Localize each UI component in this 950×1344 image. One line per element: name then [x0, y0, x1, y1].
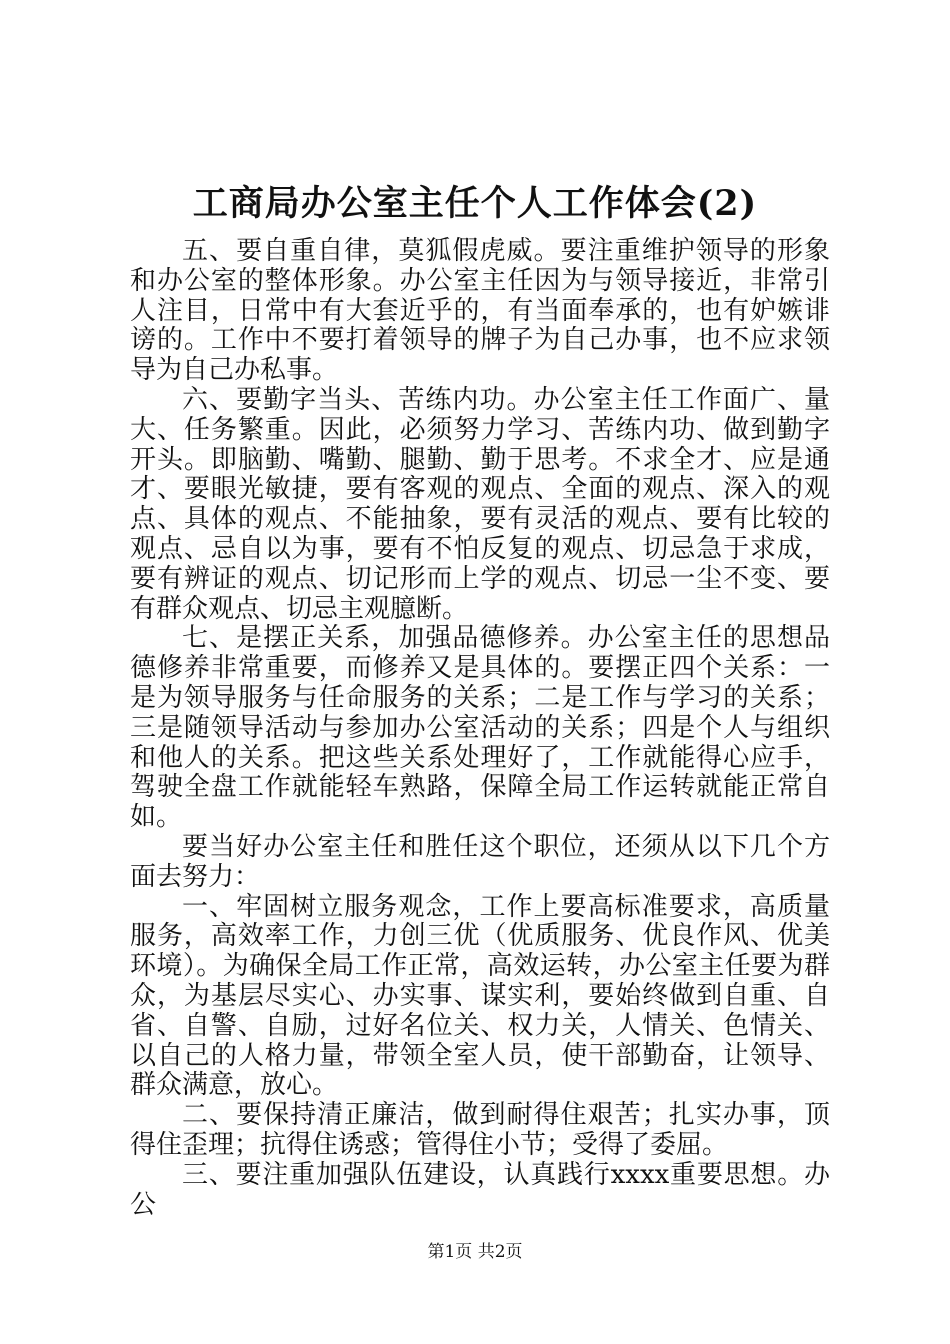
document-body: [130, 237, 830, 1220]
paragraph-5: 五、要自重自律，莫狐假虎威。要注重维护领导的形象和办公室的整体形象。办公室主任因为与领导接近，非常引人注目，日常中有大套近乎的，有当面奉承的，也有妒嫉诽谤的。工作中不要打着领导的牌子为自己办事，也不应求领导为自己办私事。: [130, 236, 830, 386]
paragraph-6: 六、要勤字当头、苦练内功。办公室主任工作面广、量大、任务繁重。因此，必须努力学习、苦练内功、做到勤字开头。即脑勤、嘴勤、腿勤、勤于思考。不求全才、应是通才、要眼光敏捷，要有客观的观点、全面的观点、深入的观点、具体的观点、不能抽象，要有灵活的观点、要有比较的观点、忌自以为事，要有不怕反复的观点、切忌急于求成，要有辨证的观点、切记形而上学的观点、切忌一尘不变、要有群众观点、切忌主观臆断。: [130, 384, 830, 624]
paragraph-2: 二、要保持清正廉洁，做到耐得住艰苦；扎实办事，顶得住歪理；抗得住诱惑；管得住小节；受得了委屈。: [130, 1100, 830, 1160]
page-number-footer: 第1页 共2页: [427, 1242, 523, 1262]
paragraph-3: 三、要注重加强队伍建设，认真践行xxxx重要思想。办公: [130, 1159, 830, 1220]
paragraph-1: 一、牢固树立服务观念，工作上要高标准要求，高质量服务，高效率工作，力创三优（优质服务、优良作风、优美环境）。为确保全局工作正常，高效运转，办公室主任要为群众，为基层尽实心、办实事、谋实利，要始终做到自重、自省、自警、自励，过好名位关、权力关，人情关、色情关、以自己的人格力量，带领全室人员，使干部勤奋，让领导、群众满意，放心。: [130, 891, 830, 1101]
paragraph-7: 七、是摆正关系，加强品德修养。办公室主任的思想品德修养非常重要，而修养又是具体的。要摆正四个关系：一是为领导服务与任命服务的关系；二是工作与学习的关系；三是随领导活动与参加办公室活动的关系；四是个人与组织和他人的关系。把这些关系处理好了，工作就能得心应手，驾驶全盘工作就能轻车熟路，保障全局工作运转就能正常自如。: [130, 623, 830, 833]
document-title: 工商局办公室主任个人工作体会(2): [192, 183, 758, 224]
paragraph-intro: 要当好办公室主任和胜任这个职位，还须从以下几个方面去努力：: [130, 831, 830, 892]
